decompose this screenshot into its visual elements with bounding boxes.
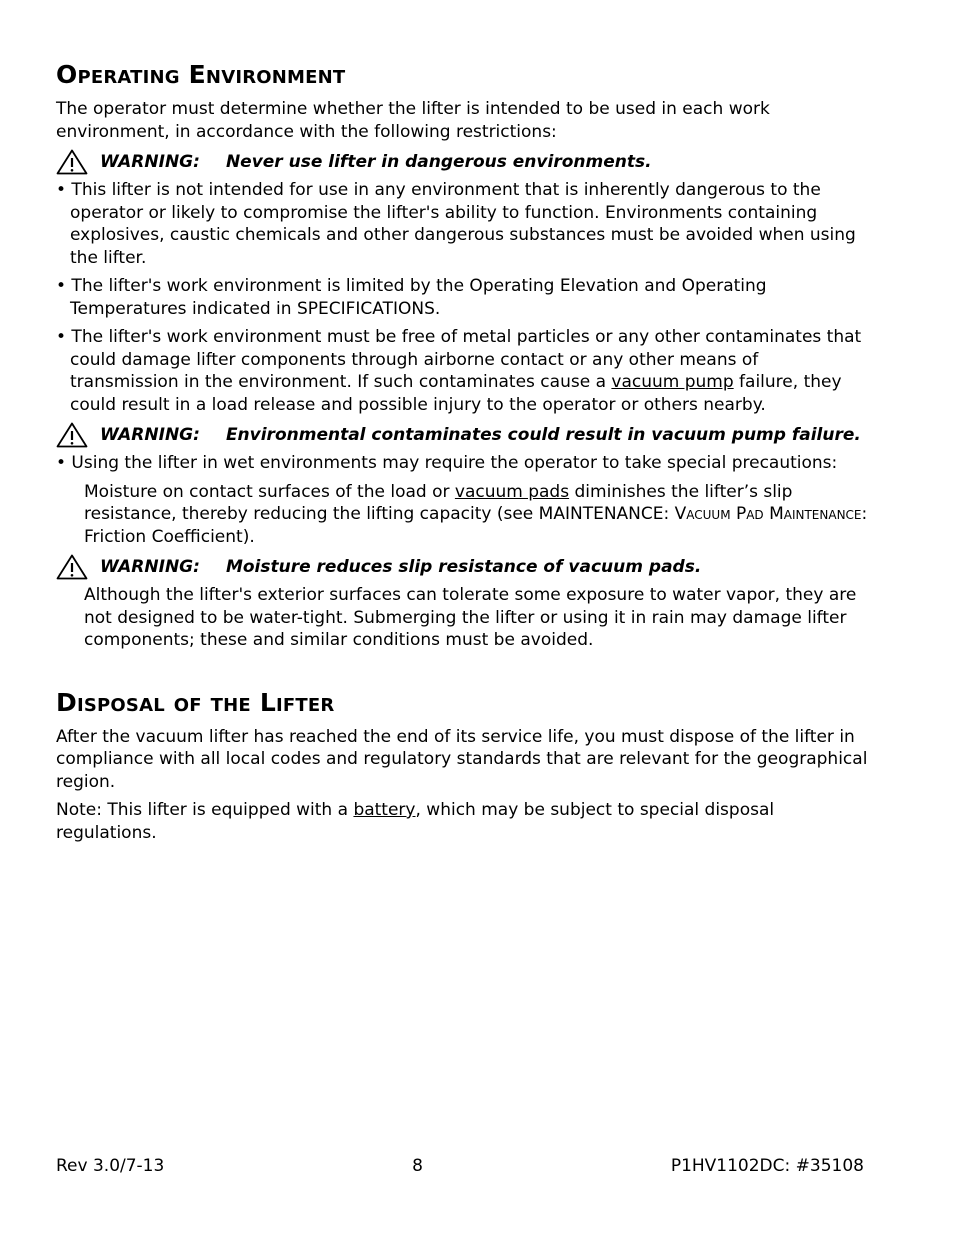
section-title-disposal: Disposal of the Lifter [56,687,335,717]
vacuum-pads-link: vacuum pads [454,481,570,502]
moisture-paragraph [56,481,868,549]
bullet3-text-a: • The lifter's work environment must be free of metal particles or any other contaminates that could damage lifter components through airborne contact or any other means of transmission in the environment. If such contaminates cause a [56,327,862,392]
warning-label: WARNING: [100,152,200,172]
bullet-operating-limits: • The lifter's work environment is limited by the Operating Elevation and Operating Temperatures indicated in SPECIFICATIONS. [56,276,767,319]
warning-text: Environmental contaminates could result in vacuum pump failure. [225,425,861,445]
warning-triangle-icon [56,422,88,448]
battery-link: battery [353,800,416,820]
note-text-a: Note: This lifter is equipped with a [56,800,354,820]
warning-label: WARNING: [100,425,200,445]
warning-triangle-icon [56,554,88,580]
footer-doc-id: P1HV1102DC: #35108 [670,1156,864,1176]
vacuum-pad-maintenance-ref: Vacuum Pad Maintenance [674,504,862,524]
warning-triangle-icon [56,149,88,175]
bullet3-text-b: failure, they could result in a load release and possible injury to the operator or others nearby. [70,372,842,415]
page-content [56,58,868,850]
bullet-wet-environments: • Using the lifter in wet environments may require the operator to take special precautions: [56,453,838,473]
bullet-contaminates [56,326,868,416]
battery-note [56,799,868,844]
warning-dangerous-environments [56,149,868,175]
bullet-dangerous-environment: • This lifter is not intended for use in any environment that is inherently dangerous to the operator or likely to compromise the lifter's ability to function. Environments containing explosives, caustic chemicals and other dangerous substances must be avoided when using the lifter. [56,180,856,268]
footer-revision: Rev 3.0/7-13 [56,1156,165,1176]
warning-text: Moisture reduces slip resistance of vacuum pads. [225,557,702,577]
note-text-b: , which may be subject to special disposal regulations. [56,800,775,843]
warning-moisture [56,554,868,580]
moisture-text-c: : Friction Coefficient). [84,504,868,547]
warning-contaminates [56,422,868,448]
warning-text: Never use lifter in dangerous environments. [225,152,652,172]
page-footer [56,1156,864,1176]
vacuum-pump-link: vacuum pump [611,372,734,392]
warning-label: WARNING: [100,557,200,577]
section-title-operating-environment: Operating Environment [56,60,346,89]
footer-page-number: 8 [412,1156,423,1176]
disposal-paragraph: After the vacuum lifter has reached the end of its service life, you must dispose of the lifter in compliance with all local codes and regulatory standards that are relevant for the geographical region. [56,726,868,792]
moisture-text-a: Moisture on contact surfaces of the load or [84,481,455,502]
intro-paragraph: The operator must determine whether the lifter is intended to be used in each work environment, in accordance with the following restrictions: [56,99,770,142]
exterior-paragraph: Although the lifter's exterior surfaces can tolerate some exposure to water vapor, they are not designed to be water-tight. Submerging the lifter or using it in rain may damage lifter components; these and similar conditions must be avoided. [84,585,857,650]
moisture-text-b: diminishes the lifter’s slip resistance, thereby reducing the lifting capacity (see MAINTENANCE: [84,481,793,524]
